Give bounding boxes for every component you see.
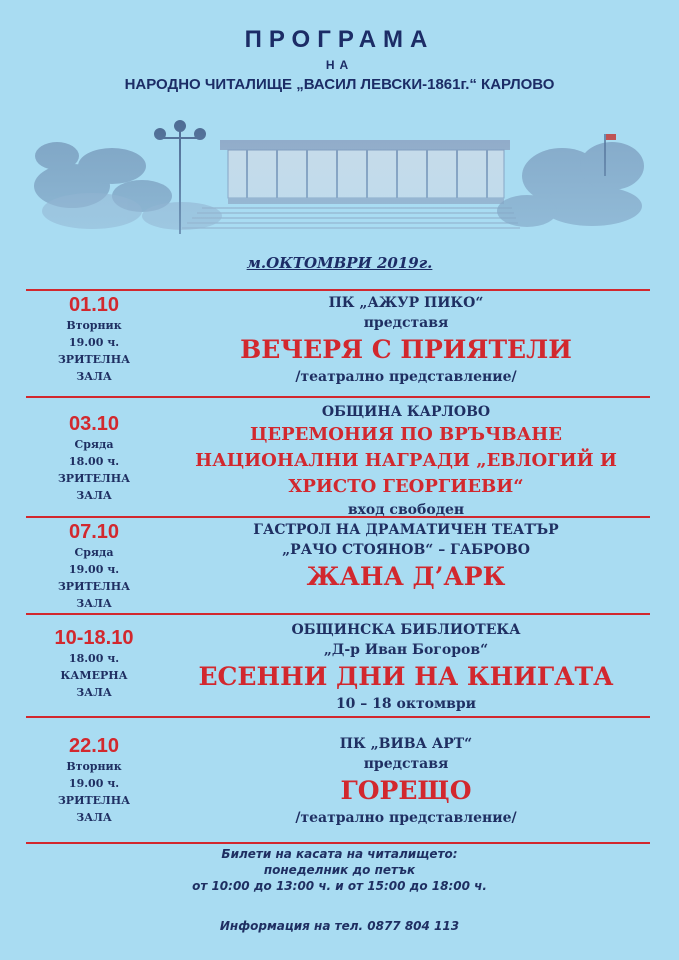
poster-subtitle-na: НА [325,58,354,72]
event-organizer: ПК „АЖУР ПИКО“ [328,295,484,311]
event-hall: КАМЕРНА [60,669,128,682]
phone-info: Информация на тел. 0877 804 113 [219,919,460,933]
event-date: 07.10 [68,521,120,543]
tickets-line-2: понеделник до петък [263,863,416,877]
event-title-line-3: ХРИСТО ГЕОРГИЕВИ“ [288,476,524,497]
event-details [162,520,650,594]
event-hall: ЗРИТЕЛНА [57,472,131,485]
event-presents: представя [363,315,449,331]
event-organizer: ГАСТРОЛ НА ДРАМАТИЧЕН ТЕАТЪР [253,522,559,538]
tickets-line-1: Билети на касата на читалището: [221,847,458,861]
event-when [26,412,162,504]
event-organizer: ОБЩИНА КАРЛОВО [321,404,491,420]
event-when [26,626,162,701]
separator-line [26,396,650,398]
event-title: ВЕЧЕРЯ С ПРИЯТЕЛИ [240,335,572,364]
event-time: 19.00 ч. [68,777,120,790]
event-details [162,402,650,520]
event-organizer-line-2: „Д-р Иван Богоров“ [323,642,489,658]
event-organizer: ПК „ВИВА АРТ“ [339,736,473,752]
separator-line [26,842,650,844]
event-title: ГОРЕЩО [340,776,472,805]
event-date: 03.10 [68,413,120,435]
event-date: 01.10 [68,294,120,316]
event-when [26,734,162,826]
event-note: вход свободен [347,502,465,518]
tickets-line-3: от 10:00 до 13:00 ч. и от 15:00 до 18:00 ч. [192,879,487,893]
event-title: ЖАНА Д’АРК [306,562,506,591]
separator-line [26,613,650,615]
event-organizer-line-2: „РАЧО СТОЯНОВ“ – ГАБРОВО [282,542,530,558]
event-time: 19.00 ч. [68,563,120,576]
event-when [26,520,162,612]
event-when [26,293,162,385]
event-hall-suffix: ЗАЛА [76,686,112,699]
event-hall-suffix: ЗАЛА [76,811,112,824]
event-title-line-1: ЦЕРЕМОНИЯ ПО ВРЪЧВАНЕ [249,424,563,445]
event-note: /театрално представление/ [295,369,517,385]
building-illustration [32,116,647,238]
event-day: Вторник [66,319,122,332]
event-hall-suffix: ЗАЛА [76,489,112,502]
event-time: 19.00 ч. [68,336,120,349]
event-note: /театрално представление/ [295,810,517,826]
event-hall-suffix: ЗАЛА [76,597,112,610]
event-details [162,734,650,828]
poster-title: ПРОГРАМА [244,26,435,53]
event-time: 18.00 ч. [68,455,120,468]
separator-line [26,289,650,291]
event-presents: представя [363,756,449,772]
event-day: Сряда [74,438,114,451]
poster-subtitle: НАРОДНО ЧИТАЛИЩЕ „ВАСИЛ ЛЕВСКИ-1861г.“ КАРЛОВО [124,76,555,93]
event-date: 22.10 [68,735,120,757]
event-hall-suffix: ЗАЛА [76,370,112,383]
month-heading: м.ОКТОМВРИ 2019г. [246,254,433,272]
separator-line [26,716,650,718]
event-note: 10 – 18 октомври [335,696,477,712]
tickets-info [0,846,679,894]
event-title-line-2: НАЦИОНАЛНИ НАГРАДИ „ЕВЛОГИЙ И [195,450,617,471]
event-details [162,620,650,714]
event-hall: ЗРИТЕЛНА [57,794,131,807]
event-hall: ЗРИТЕЛНА [57,580,131,593]
event-organizer: ОБЩИНСКА БИБЛИОТЕКА [291,622,521,638]
event-hall: ЗРИТЕЛНА [57,353,131,366]
event-date: 10-18.10 [54,627,134,649]
event-day: Сряда [74,546,114,559]
event-title: ЕСЕННИ ДНИ НА КНИГАТА [198,662,614,691]
event-details [162,293,650,387]
event-day: Вторник [66,760,122,773]
event-time: 18.00 ч. [68,652,120,665]
